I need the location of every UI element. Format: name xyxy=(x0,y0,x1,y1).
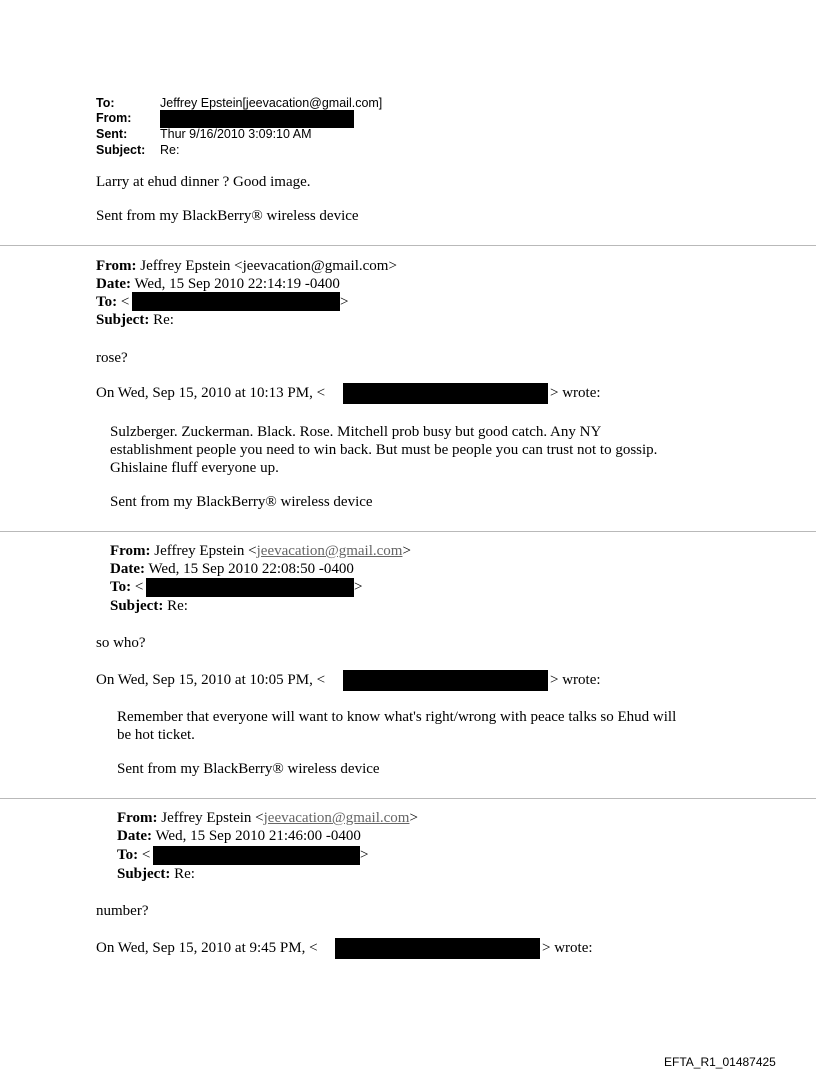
from-line xyxy=(96,258,397,275)
quoted-line: Ghislaine fluff everyone up. xyxy=(110,460,279,476)
date-label: Date: xyxy=(96,276,131,292)
from-value: Jeffrey Epstein <jeevacation@gmail.com> xyxy=(140,258,397,274)
to-label: To: xyxy=(96,96,115,110)
to-value: Jeffrey Epstein[jeevacation@gmail.com] xyxy=(160,96,383,110)
quote-lead: On Wed, Sep 15, 2010 at 10:13 PM, < xyxy=(96,385,326,401)
redaction-block xyxy=(343,670,548,691)
divider xyxy=(0,798,816,799)
to-label: To: xyxy=(117,847,139,863)
document-id: EFTA_R1_01487425 xyxy=(664,1055,776,1069)
email-link[interactable]: jeevacation@gmail.com xyxy=(256,543,403,559)
to-gt: > xyxy=(354,579,363,595)
subject-line xyxy=(96,312,174,329)
date-value: Wed, 15 Sep 2010 22:08:50 -0400 xyxy=(148,561,354,577)
to-line xyxy=(96,294,129,311)
to-lt: < xyxy=(141,847,151,863)
redaction-block xyxy=(335,938,540,959)
quote-tail: > wrote: xyxy=(550,672,601,688)
redaction-block xyxy=(132,292,340,311)
signature: Sent from my BlackBerry® wireless device xyxy=(117,761,380,777)
sent-value: Thur 9/16/2010 3:09:10 AM xyxy=(160,127,312,141)
to-label: To: xyxy=(110,579,132,595)
redaction-block xyxy=(153,846,360,865)
subject-line xyxy=(117,866,195,883)
date-label: Date: xyxy=(117,828,152,844)
redaction-block xyxy=(146,578,354,597)
from-label: From: xyxy=(110,543,151,559)
to-line xyxy=(110,579,143,596)
redaction-block xyxy=(343,383,548,404)
subject-line xyxy=(110,598,188,615)
from-label: From: xyxy=(117,810,158,826)
quote-tail: > wrote: xyxy=(550,385,601,401)
from-name: Jeffrey Epstein < xyxy=(161,810,264,826)
subject-label: Subject: xyxy=(110,598,164,614)
from-label: From: xyxy=(96,111,132,125)
redaction-block xyxy=(160,110,354,128)
to-lt: < xyxy=(134,579,144,595)
from-name: Jeffrey Epstein < xyxy=(154,543,257,559)
subject-label: Subject: xyxy=(96,143,146,157)
quoted-line: be hot ticket. xyxy=(117,727,195,743)
quote-lead: On Wed, Sep 15, 2010 at 9:45 PM, < xyxy=(96,940,318,956)
to-line xyxy=(117,847,150,864)
to-label: To: xyxy=(96,294,118,310)
signature: Sent from my BlackBerry® wireless device xyxy=(110,494,373,510)
signature: Sent from my BlackBerry® wireless device xyxy=(96,208,359,224)
subject-value: Re: xyxy=(160,143,180,157)
date-line xyxy=(96,276,340,293)
from-end: > xyxy=(409,810,418,826)
date-line xyxy=(117,828,361,845)
body-line: Larry at ehud dinner ? Good image. xyxy=(96,174,311,190)
quoted-line: establishment people you need to win back. But must be people you can trust not to gossip. xyxy=(110,442,658,458)
to-lt: < xyxy=(120,294,130,310)
quoted-line: Remember that everyone will want to know what's right/wrong with peace talks so Ehud will xyxy=(117,709,677,725)
email-link[interactable]: jeevacation@gmail.com xyxy=(263,810,410,826)
divider xyxy=(0,245,816,246)
from-end: > xyxy=(402,543,411,559)
subject-value: Re: xyxy=(153,312,174,328)
to-gt: > xyxy=(340,294,349,310)
from-label: From: xyxy=(96,258,137,274)
date-line xyxy=(110,561,354,578)
from-line xyxy=(117,810,418,827)
subject-label: Subject: xyxy=(117,866,171,882)
subject-label: Subject: xyxy=(96,312,150,328)
date-value: Wed, 15 Sep 2010 22:14:19 -0400 xyxy=(134,276,340,292)
date-value: Wed, 15 Sep 2010 21:46:00 -0400 xyxy=(155,828,361,844)
quote-lead: On Wed, Sep 15, 2010 at 10:05 PM, < xyxy=(96,672,326,688)
from-line xyxy=(110,543,411,560)
body-line: so who? xyxy=(96,635,146,651)
body-line: number? xyxy=(96,903,149,919)
quote-tail: > wrote: xyxy=(542,940,593,956)
sent-label: Sent: xyxy=(96,127,128,141)
divider xyxy=(0,531,816,532)
date-label: Date: xyxy=(110,561,145,577)
quoted-line: Sulzberger. Zuckerman. Black. Rose. Mitchell prob busy but good catch. Any NY xyxy=(110,424,602,440)
to-gt: > xyxy=(360,847,369,863)
subject-value: Re: xyxy=(174,866,195,882)
subject-value: Re: xyxy=(167,598,188,614)
body-line: rose? xyxy=(96,350,128,366)
